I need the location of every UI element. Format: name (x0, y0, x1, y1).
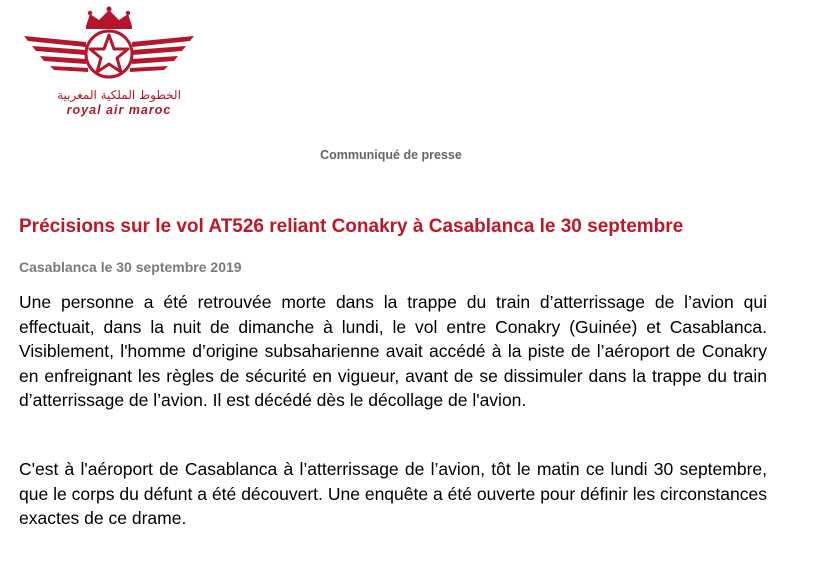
body-paragraph-1: Une personne a été retrouvée morte dans la trappe du train d’atterrissage de l’avion qui effectuait, dans la nuit de dimanche à lundi, le vol entre Conakry (Guinée) et Casablanca. Visiblement, l'homme d’origine subsaharienne avait accédé à la piste de l’aéroport de Conakry en enfreignant les règles de sécurité en vigueur, avant de se dissimuler dans la trappe du train d’atterrissage de l’avion. Il est décédé dès le décollage de l'avion. (19, 292, 767, 410)
brand-latin-name: royal air maroc (66, 103, 172, 117)
brand-arabic-name: الخطوط الملكية المغربية (57, 88, 181, 102)
press-release-label: Communiqué de presse (320, 148, 462, 162)
body-paragraph-2: C'est à l'aéroport de Casablanca à l’atterrissage de l’avion, tôt le matin ce lundi 30 septembre, que le corps du défunt a été découvert. Une enquête a été ouverte pour définir les circonstances exactes de ce drame. (19, 459, 767, 528)
crown-star-wings-emblem (14, 6, 204, 91)
royal-air-maroc-logo (14, 6, 204, 118)
press-release-dateline: Casablanca le 30 septembre 2019 (19, 259, 242, 275)
press-release-headline: Précisions sur le vol AT526 reliant Conakry à Casablanca le 30 septembre (19, 216, 684, 237)
